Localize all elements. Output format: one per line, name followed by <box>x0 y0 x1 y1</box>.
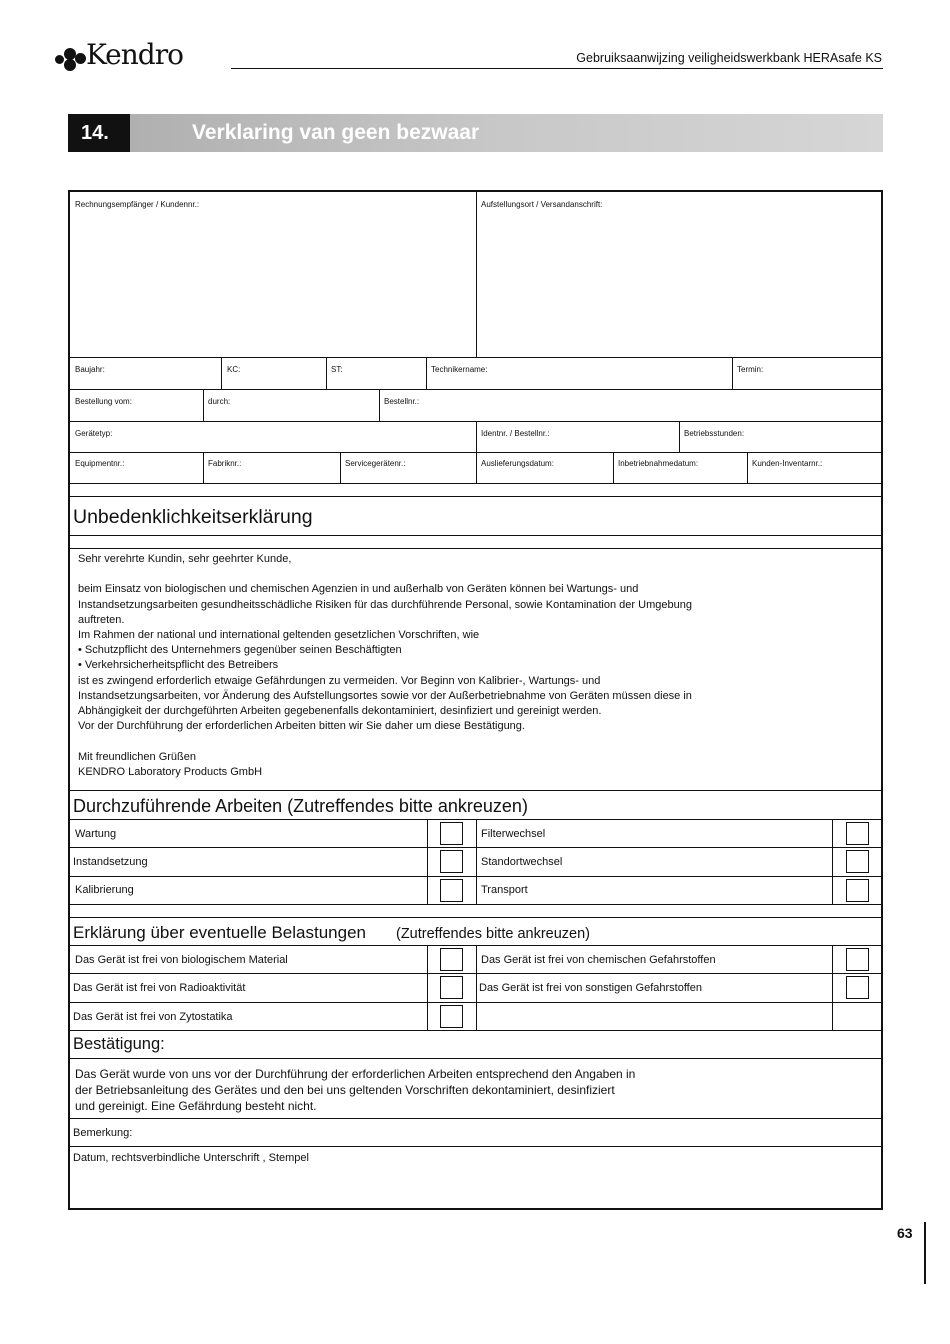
confirmation-line: und gereinigt. Eine Gefährdung besteht nicht. <box>75 1099 317 1113</box>
operating-hours-label: Betriebsstunden: <box>684 429 745 438</box>
checkbox-wartung[interactable] <box>440 822 463 845</box>
works-title: Durchzuführende Arbeiten (Zutreffendes bitte ankreuzen) <box>73 796 528 816</box>
checkbox-other-hazards[interactable] <box>846 976 869 999</box>
delivery-date-label: Auslieferungsdatum: <box>481 459 554 468</box>
load-option-label: Das Gerät ist frei von biologischem Material <box>75 954 288 966</box>
greeting: Sehr verehrte Kundin, sehr geehrter Kunde, <box>78 553 292 565</box>
service-number-label: Servicegerätenr.: <box>345 459 406 468</box>
termin-label: Termin: <box>737 365 764 374</box>
commission-date-label: Inbetriebnahmedatum: <box>618 459 699 468</box>
checkbox-transport[interactable] <box>846 879 869 902</box>
letter-line: Instandsetzungsarbeiten gesundheitsschädliche Risiken für das durchführende Personal, sowie Kontamination der Umgebung <box>78 598 692 611</box>
remark-label: Bemerkung: <box>73 1127 133 1139</box>
work-option-label: Wartung <box>75 828 117 840</box>
confirmation-line: Das Gerät wurde von uns vor der Durchführung der erforderlichen Arbeiten entsprechend den Angaben in <box>75 1067 636 1081</box>
header-rule <box>231 68 883 69</box>
company-name: KENDRO Laboratory Products GmbH <box>78 765 263 778</box>
order-number-label: Bestellnr.: <box>384 397 420 406</box>
billing-label: Rechnungsempfänger / Kundennr.: <box>75 200 200 209</box>
factory-number-label: Fabriknr.: <box>208 459 242 468</box>
document-title: Gebruiksaanwijzing veiligheidswerkbank HERAsafe KS <box>576 51 882 65</box>
loads-hint: (Zutreffendes bitte ankreuzen) <box>396 926 590 942</box>
technician-label: Technikername: <box>431 365 488 374</box>
checkbox-chemical[interactable] <box>846 948 869 971</box>
letter-line: Abhängigkeit der durchgeführten Arbeiten gegebenenfalls dekontaminiert, desinfiziert und gereinigt werden. <box>78 705 602 718</box>
checkbox-standortwechsel[interactable] <box>846 850 869 873</box>
bullet-item: • Schutzpflicht des Unternehmers gegenüber seinen Beschäftigten <box>78 644 402 657</box>
work-option-label: Instandsetzung <box>73 856 148 868</box>
letter-text <box>78 552 878 780</box>
letter-line: Vor der Durchführung der erforderlichen Arbeiten bitten wir Sie daher um diese Bestätigung. <box>78 720 525 733</box>
baujahr-label: Baujahr: <box>75 365 105 374</box>
checkbox-cytostatics[interactable] <box>440 1005 463 1028</box>
load-option-label: Das Gerät ist frei von Zytostatika <box>73 1011 233 1023</box>
chapter-number: 14. <box>68 114 130 152</box>
load-option-label: Das Gerät ist frei von sonstigen Gefahrstoffen <box>479 982 702 994</box>
work-option-label: Standortwechsel <box>481 856 563 868</box>
confirmation-line: der Betriebsanleitung des Gerätes und den bei uns geltenden Vorschriften dekontaminiert, desinfiziert <box>75 1083 615 1097</box>
letter-line: ist es zwingend erforderlich etwaige Gefährdungen zu vermeiden. Vor Beginn von Kalibrier-, Wartungs- und <box>78 674 601 687</box>
order-date-label: Bestellung vom: <box>75 397 132 406</box>
inventory-number-label: Kunden-Inventarnr.: <box>752 459 823 468</box>
brand-name: Kendro <box>86 38 183 71</box>
checkbox-biological[interactable] <box>440 948 463 971</box>
checkbox-radioactivity[interactable] <box>440 976 463 999</box>
load-option-label: Das Gerät ist frei von Radioaktivität <box>73 982 246 994</box>
letter-line: beim Einsatz von biologischen und chemischen Agenzien in und außerhalb von Geräten können bei Wartungs- und <box>78 583 639 596</box>
chapter-heading <box>68 114 883 152</box>
site-label: Aufstellungsort / Versandanschrift: <box>481 200 603 209</box>
work-option-label: Transport <box>481 884 528 896</box>
page-number: 63 <box>897 1225 913 1241</box>
confirmation-title: Bestätigung: <box>73 1035 165 1053</box>
checkbox-kalibrierung[interactable] <box>440 879 463 902</box>
checkbox-instandsetzung[interactable] <box>440 850 463 873</box>
work-option-label: Filterwechsel <box>481 828 546 840</box>
confirmation-text <box>75 1066 635 1114</box>
loads-title: Erklärung über eventuelle Belastungen <box>73 923 366 942</box>
page-number-rule <box>924 1222 926 1284</box>
letter-line: auftreten. <box>78 613 125 626</box>
checkbox-filterwechsel[interactable] <box>846 822 869 845</box>
kc-label: KC: <box>227 365 241 374</box>
equipment-number-label: Equipmentnr.: <box>75 459 125 468</box>
st-label: ST: <box>331 365 343 374</box>
closing: Mit freundlichen Grüßen <box>78 750 196 763</box>
work-option-label: Kalibrierung <box>75 884 134 896</box>
ordered-by-label: durch: <box>208 397 231 406</box>
kendro-dots-icon <box>53 40 89 70</box>
declaration-form <box>68 190 883 1210</box>
letter-line: Instandsetzungsarbeiten, vor Änderung des Aufstellungsortes sowie vor der Außerbetriebnahme von Geräten müssen diese in <box>78 689 692 702</box>
signature-label: Datum, rechtsverbindliche Unterschrift , Stempel <box>73 1152 309 1164</box>
ident-number-label: Identnr. / Bestellnr.: <box>481 429 550 438</box>
kendro-logo <box>53 38 183 72</box>
section-title: Unbedenklichkeitserklärung <box>73 506 313 528</box>
chapter-title: Verklaring van geen bezwaar <box>130 114 883 152</box>
device-type-label: Gerätetyp: <box>75 429 113 438</box>
load-option-label: Das Gerät ist frei von chemischen Gefahrstoffen <box>481 954 716 966</box>
bullet-item: • Verkehrsicherheitspflicht des Betreibers <box>78 659 279 672</box>
letter-line: Im Rahmen der national und international geltenden gesetzlichen Vorschriften, wie <box>78 629 480 641</box>
